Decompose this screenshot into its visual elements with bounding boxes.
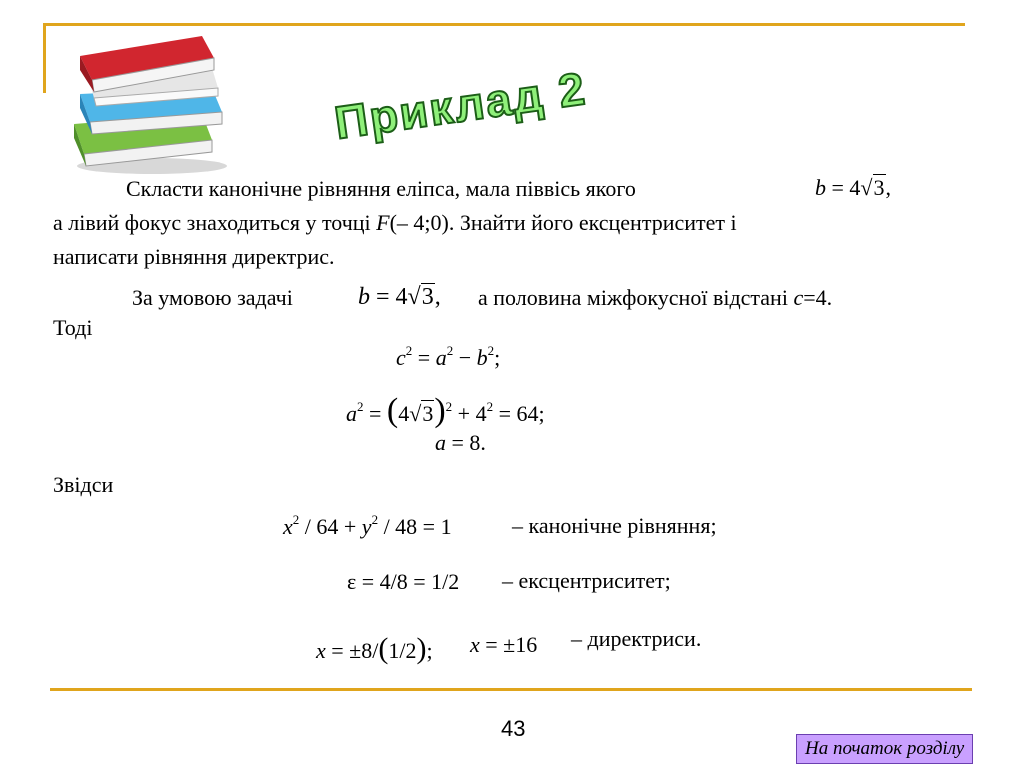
directrix-label: – директриси. <box>571 626 702 651</box>
problem-line-2: а лівий фокус знаходиться у точці F(– 4;0). Знайти його ексцентриситет і <box>53 210 737 235</box>
directrix-equation-2: x = ±16 <box>470 632 538 657</box>
hence-label: Звідси <box>53 472 114 497</box>
equation-a-value: a = 8. <box>435 430 486 455</box>
canonical-equation: $x^2 / 64 + y^2 / 48 = 1$ <box>283 512 452 539</box>
canonical-label: – канонічне рівняння; <box>512 513 717 538</box>
books-icon <box>62 28 242 178</box>
page-number: 43 <box>501 716 526 741</box>
top-rule <box>43 23 965 26</box>
eccentricity-equation: ε = 4/8 = 1/2 <box>347 569 460 594</box>
slide-title: Приклад 2 <box>331 61 590 149</box>
problem-line-1 <box>126 174 636 204</box>
problem-text-1: Скласти канонічне рівняння еліпса, мала піввісь якого <box>126 176 636 201</box>
problem-line-3: написати рівняння директрис. <box>53 244 335 269</box>
condition-middle: а половина міжфокусної відстані c=4. <box>478 285 833 310</box>
equation-a-squared: $a^2 = (4√3)^2 + 4^2 = 64$; <box>346 392 545 429</box>
back-to-section-button[interactable]: На початок розділу <box>796 734 973 764</box>
b-equation-2: b = 4√3, <box>358 284 441 310</box>
bottom-rule <box>50 688 972 691</box>
then-label: Тоді <box>53 315 93 340</box>
b-equation-1: b = 4√3, <box>815 175 891 200</box>
directrix-equation-1: x = ±8/(1/2); <box>316 632 433 665</box>
left-rule <box>43 23 46 93</box>
condition-prefix: За умовою задачі <box>132 285 293 310</box>
equation-c-squared: $c^2 = a^2 - b^2$; <box>396 343 501 370</box>
eccentricity-label: – ексцентриситет; <box>502 568 671 593</box>
